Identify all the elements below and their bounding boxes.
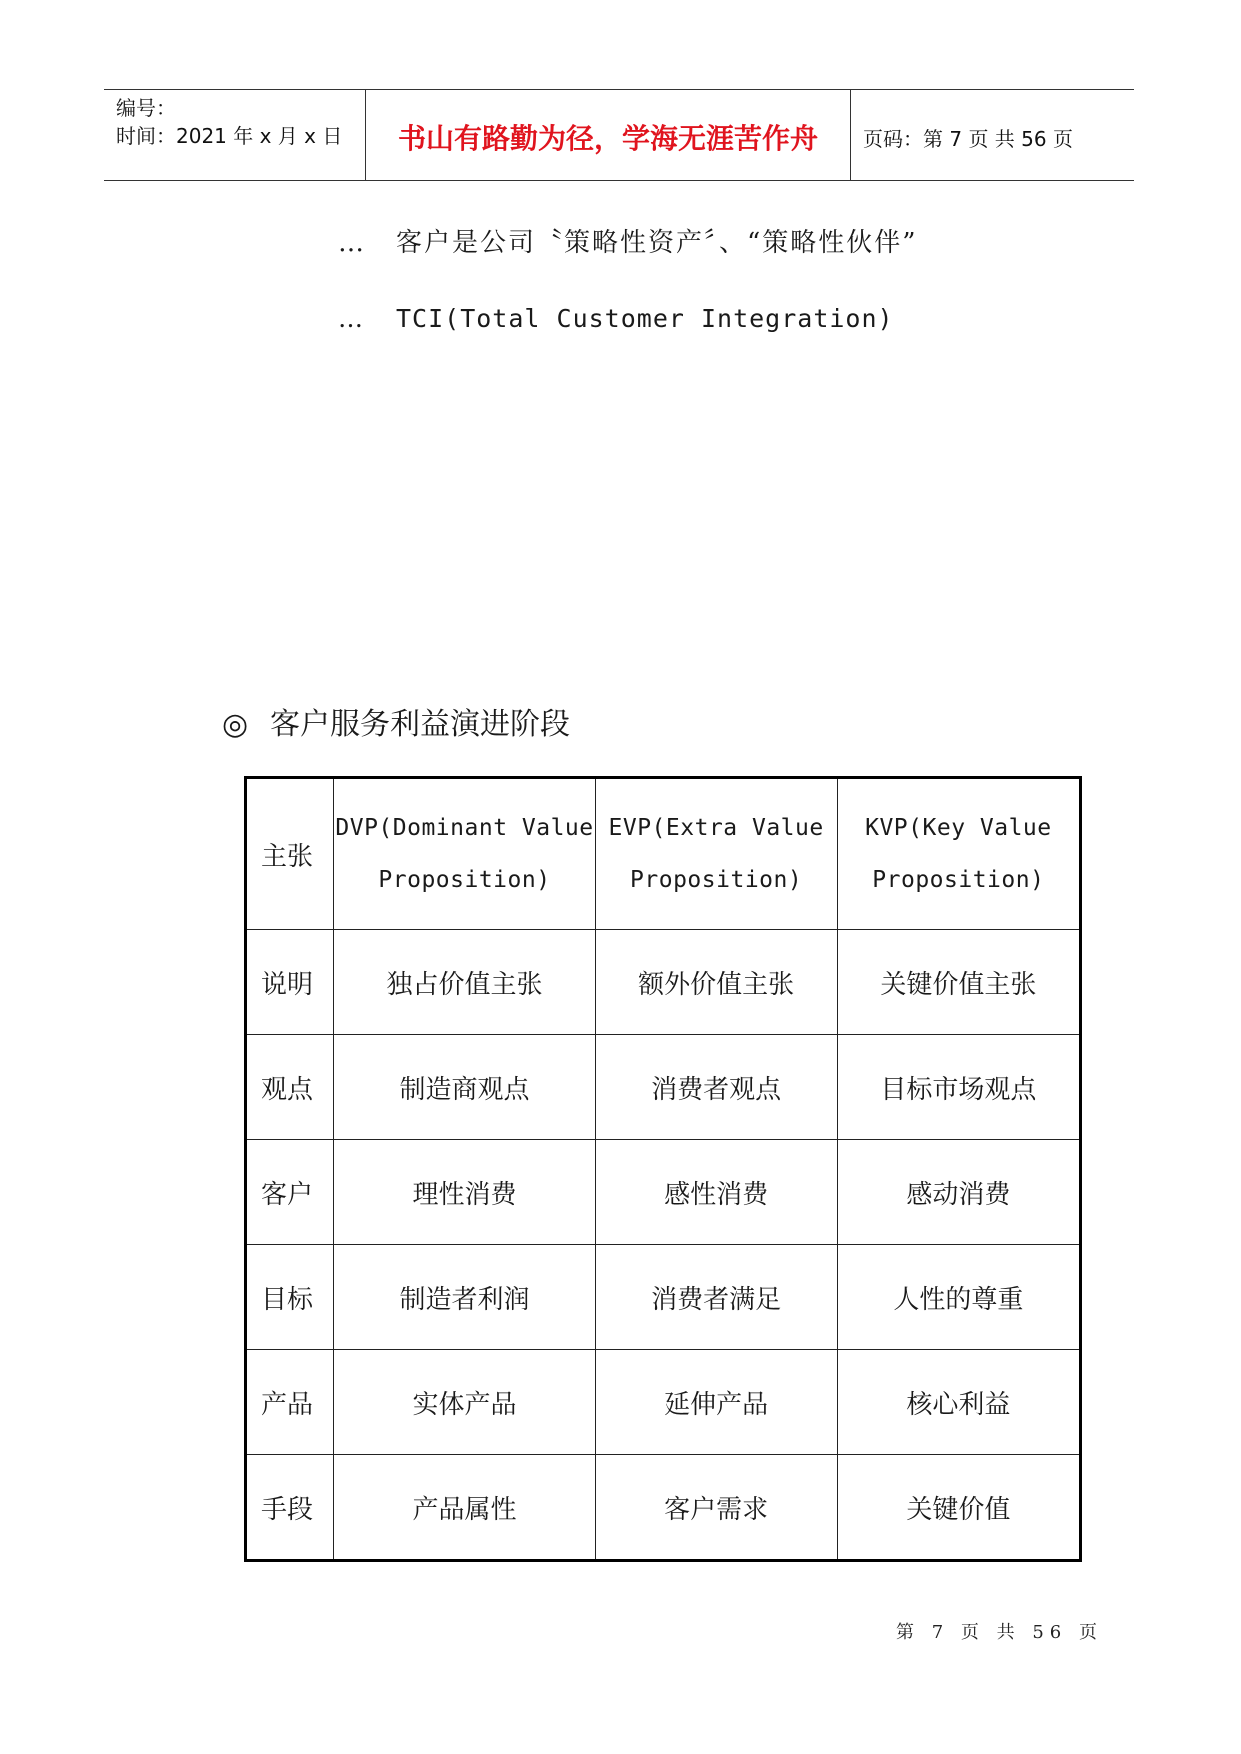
bullet-mark: … xyxy=(338,228,364,258)
bullet-text: 客户是公司〝策略性资产〞、“策略性伙伴” xyxy=(396,228,918,258)
table-cell: 消费者观点 xyxy=(595,1035,837,1140)
section-heading xyxy=(222,699,570,743)
table-cell: 独占价值主张 xyxy=(334,930,595,1035)
column-header-line: Proposition) xyxy=(872,867,1045,893)
time-text: 时间：2021 年 x 月 x 日 xyxy=(116,124,343,148)
column-header-line: EVP(Extra Value xyxy=(608,815,824,841)
row-label: 观点 xyxy=(246,1035,334,1140)
table-row xyxy=(246,1035,1081,1140)
column-header-evp xyxy=(595,778,837,930)
section-title: 客户服务利益演进阶段 xyxy=(270,707,570,742)
table-cell: 消费者满足 xyxy=(595,1245,837,1350)
row-label: 主张 xyxy=(246,778,334,930)
table-cell: 关键价值主张 xyxy=(837,930,1080,1035)
code-label: 编号： xyxy=(116,96,176,120)
table-row xyxy=(246,1455,1081,1561)
column-header-dvp xyxy=(334,778,595,930)
double-circle-icon: ◎ xyxy=(222,707,249,742)
table-cell: 理性消费 xyxy=(334,1140,595,1245)
table-cell: 制造商观点 xyxy=(334,1035,595,1140)
table-row xyxy=(246,1350,1081,1455)
column-header-line: KVP(Key Value xyxy=(865,815,1052,841)
column-header-kvp xyxy=(837,778,1080,930)
table-row xyxy=(246,1245,1081,1350)
table-row xyxy=(246,1140,1081,1245)
table-cell: 实体产品 xyxy=(334,1350,595,1455)
table-cell: 延伸产品 xyxy=(595,1350,837,1455)
bullet-item xyxy=(338,222,918,259)
table-cell: 额外价值主张 xyxy=(595,930,837,1035)
table-cell: 客户需求 xyxy=(595,1455,837,1561)
header-motto: 书山有路勤为径，学海无涯苦作舟 xyxy=(366,90,851,180)
table-header-row xyxy=(246,778,1081,930)
table-cell: 感动消费 xyxy=(837,1140,1080,1245)
table-cell: 产品属性 xyxy=(334,1455,595,1561)
column-header-line: Proposition) xyxy=(630,867,803,893)
table-cell: 制造者利润 xyxy=(334,1245,595,1350)
column-header-line: Proposition) xyxy=(378,867,551,893)
bullet-text: TCI(Total Customer Integration) xyxy=(396,304,894,333)
bullet-mark: … xyxy=(338,304,363,333)
table-cell: 感性消费 xyxy=(595,1140,837,1245)
page-footer: 第 7 页 共 56 页 xyxy=(896,1622,1103,1643)
value-stages-table xyxy=(244,776,1082,1562)
table-cell: 目标市场观点 xyxy=(837,1035,1080,1140)
table-cell: 关键价值 xyxy=(837,1455,1080,1561)
table-cell: 人性的尊重 xyxy=(837,1245,1080,1350)
row-label: 产品 xyxy=(246,1350,334,1455)
bullet-item xyxy=(338,304,894,333)
table-row xyxy=(246,930,1081,1035)
row-label: 目标 xyxy=(246,1245,334,1350)
row-label: 客户 xyxy=(246,1140,334,1245)
header-info xyxy=(104,90,366,180)
row-label: 手段 xyxy=(246,1455,334,1561)
page-header xyxy=(104,89,1134,181)
table-cell: 核心利益 xyxy=(837,1350,1080,1455)
row-label: 说明 xyxy=(246,930,334,1035)
header-page-code: 页码：第 7 页 共 56 页 xyxy=(863,126,1073,151)
column-header-line: DVP(Dominant Value xyxy=(335,815,594,841)
